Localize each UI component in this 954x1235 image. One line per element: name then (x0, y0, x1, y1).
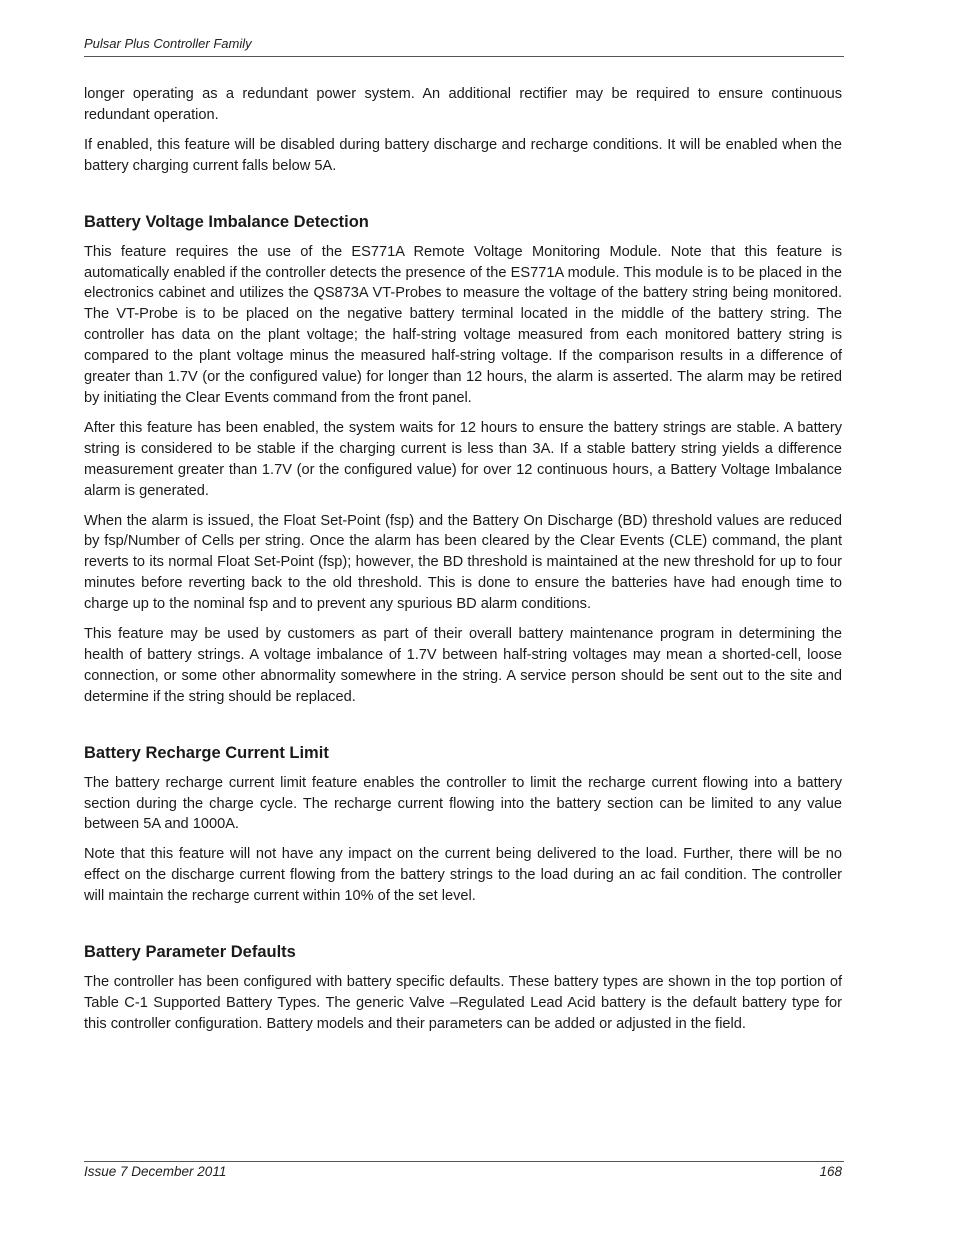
page-number: 168 (819, 1164, 842, 1179)
section-heading-parameter-defaults: Battery Parameter Defaults (84, 943, 296, 962)
footer-issue-date: Issue 7 December 2011 (84, 1164, 227, 1179)
body-paragraph: The battery recharge current limit feature enables the controller to limit the recharge current flowing into a battery section during the charge cycle. The recharge current flowing into the battery section can be limited to any value between 5A and 1000A. (84, 774, 842, 833)
body-paragraph: Note that this feature will not have any impact on the current being delivered to the load. Further, there will be no effect on the discharge current flowing from the battery strings to the load during an ac fail condition. The controller will maintain the recharge current within 10% of the set level. (84, 846, 842, 905)
intro-paragraph: If enabled, this feature will be disabled during battery discharge and recharge conditions. It will be enabled when the battery charging current falls below 5A. (84, 136, 842, 174)
intro-paragraph: longer operating as a redundant power system. An additional rectifier may be required to ensure continuous redundant operation. (84, 86, 842, 123)
body-paragraph: The controller has been configured with battery specific defaults. These battery types are shown in the top portion of Table C-1 Supported Battery Types. The generic Valve –Regulated Lead Acid battery is the default battery type for this controller configuration. Battery models and their parameters can be added or adjusted in the field. (84, 974, 842, 1032)
body-paragraph: This feature requires the use of the ES771A Remote Voltage Monitoring Module. Note that this feature is automatically enabled if the controller detects the presence of the ES771A module. This module is to be placed in the electronics cabinet and utilizes the QS873A VT-Probes to measure the voltage of the battery string being monitored. The VT-Probe is to be placed on the negative battery terminal located in the middle of the battery string. The controller has data on the plant voltage; the half-string voltage measured from each monitored battery string is compared to the plant voltage minus the measured half-string voltage. If the comparison results in a difference of greater than 1.7V (or the configured value) for longer than 12 hours, the alarm is asserted. The alarm may be retired by initiating the Clear Events command from the front panel. (84, 243, 842, 406)
body-paragraph: This feature may be used by customers as part of their overall battery maintenance program in determining the health of battery strings. A voltage imbalance of 1.7V between half-string voltages may mean a shorted-cell, loose connection, or some other abnormality somewhere in the string. A service person should be sent out to the site and determine if the string should be replaced. (84, 626, 842, 705)
header-rule (84, 56, 844, 57)
body-paragraph: After this feature has been enabled, the system waits for 12 hours to ensure the battery strings are stable. A battery string is considered to be stable if the charging current is less than 3A. If a stable battery string yields a difference measurement greater than 1.7V (or the configured value) for over 12 continuous hours, a Battery Voltage Imbalance alarm is generated. (84, 419, 842, 499)
section-heading-recharge-current-limit: Battery Recharge Current Limit (84, 743, 329, 762)
page-body (84, 84, 842, 1044)
body-paragraph: When the alarm is issued, the Float Set-Point (fsp) and the Battery On Discharge (BD) threshold values are reduced by fsp/Number of Cells per string. Once the alarm has been cleared by the Clear Events (CLE) command, the plant reverts to its normal Float Set-Point (fsp); however, the BD threshold is maintained at the new threshold for up to four minutes before reverting back to the old threshold. This is done to ensure the batteries have had enough time to charge up to the nominal fsp and to prevent any spurious BD alarm conditions. (84, 512, 842, 613)
footer-rule (84, 1161, 844, 1162)
section-heading-voltage-imbalance: Battery Voltage Imbalance Detection (84, 212, 369, 231)
running-header-title: Pulsar Plus Controller Family (84, 36, 252, 51)
